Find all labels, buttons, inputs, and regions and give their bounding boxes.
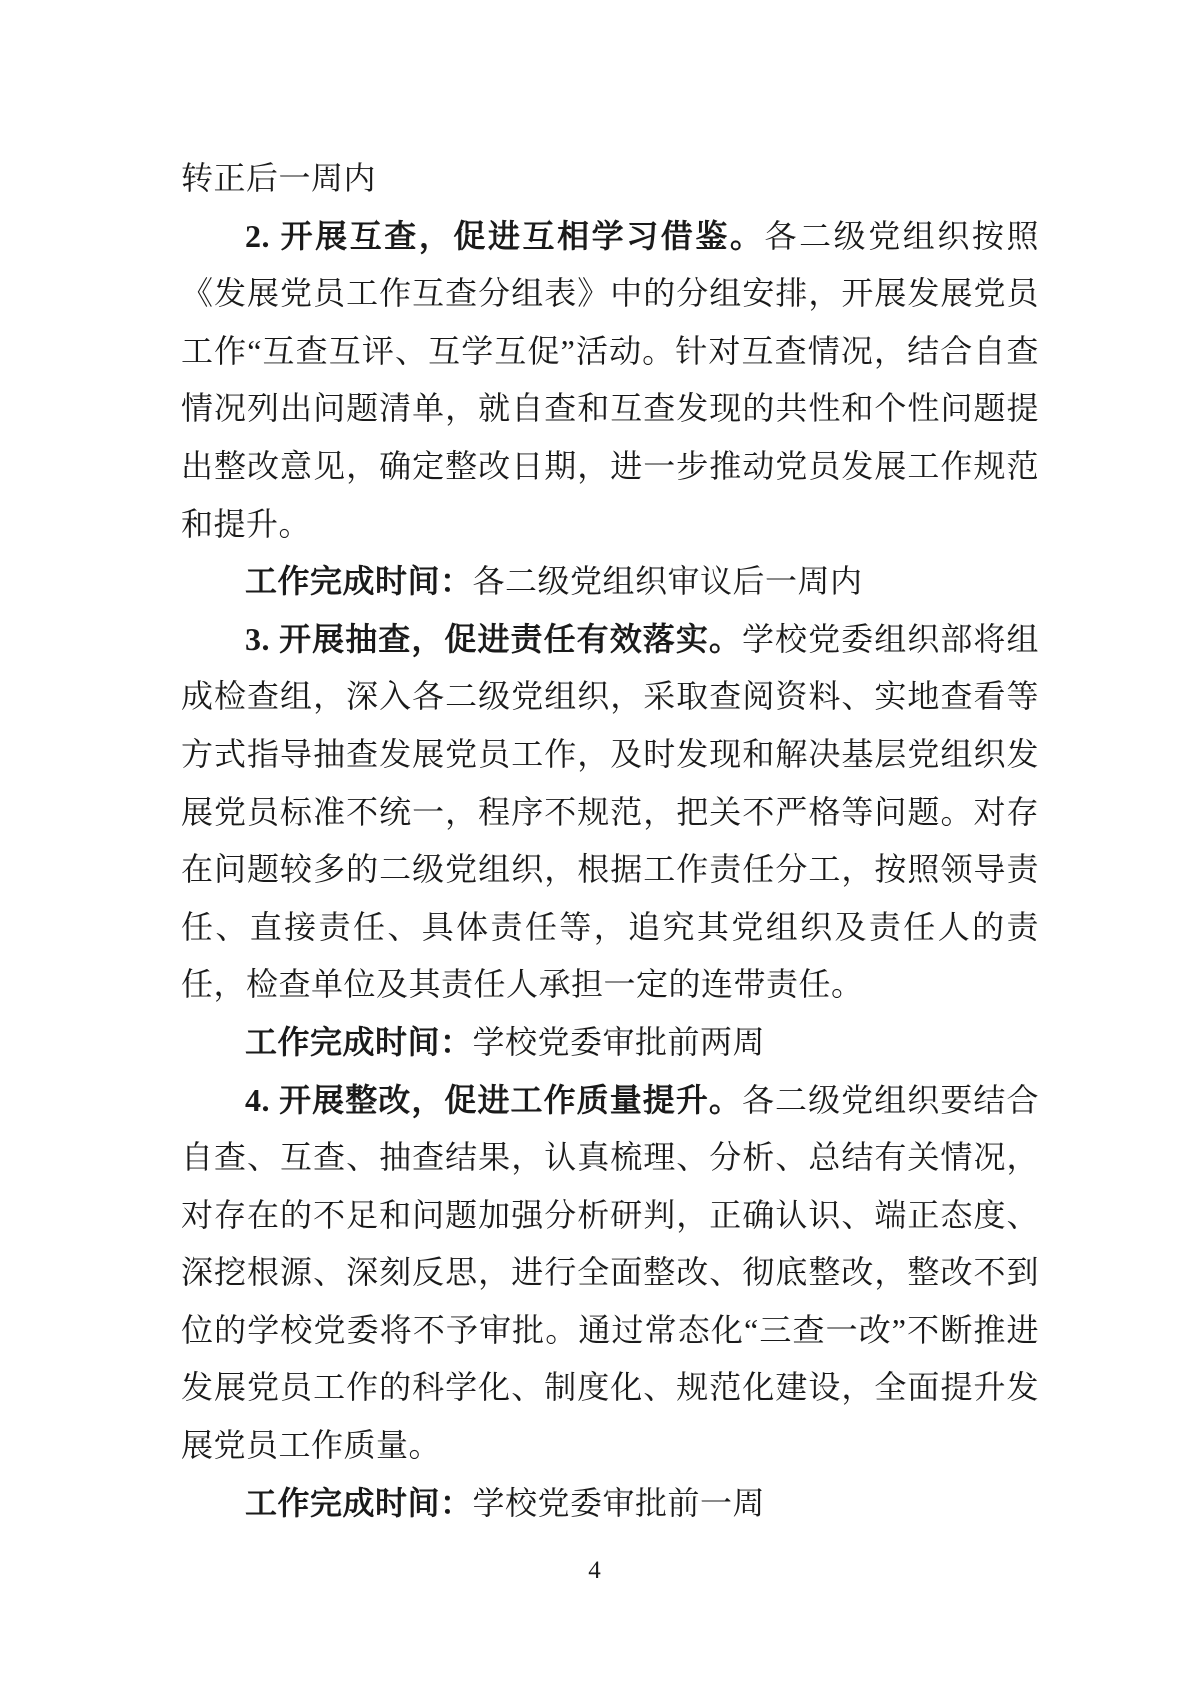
paragraph-continuation (181, 150, 1039, 208)
paragraph-heading: 2. 开展互查，促进互相学习借鉴。 (245, 217, 765, 254)
completion-time-label: 工作完成时间： (245, 563, 473, 600)
paragraph-item-3 (181, 611, 1039, 1014)
paragraph-text: 各二级党组织要结合自查、互查、抽查结果，认真梳理、分析、总结有关情况，对存在的不足和问题加强分析研判，正确认识、端正态度、深挖根源、深刻反思，进行全面整改、彻底整改，整改不到位的学校党委将不予审批。通过常态化“三查一改”不断推进发展党员工作的科学化、制度化、规范化建设，全面提升发展党员工作质量。 (181, 1081, 1039, 1464)
paragraph-completion-time (181, 1475, 1039, 1533)
page-number: 4 (588, 1557, 601, 1584)
document-body (181, 150, 1039, 1532)
paragraph-heading: 4. 开展整改，促进工作质量提升。 (245, 1081, 742, 1118)
paragraph-text: 各二级党组织按照《发展党员工作互查分组表》中的分组安排，开展发展党员工作“互查互评、互学互促”活动。针对互查情况，结合自查情况列出问题清单，就自查和互查发现的共性和个性问题提出整改意见，确定整改日期，进一步推动党员发展工作规范和提升。 (181, 217, 1039, 542)
paragraph-text: 学校党委组织部将组成检查组，深入各二级党组织，采取查阅资料、实地查看等方式指导抽查发展党员工作，及时发现和解决基层党组织发展党员标准不统一，程序不规范，把关不严格等问题。对存在问题较多的二级党组织，根据工作责任分工，按照领导责任、直接责任、具体责任等，追究其党组织及责任人的责任，检查单位及其责任人承担一定的连带责任。 (181, 620, 1039, 1003)
paragraph-item-4 (181, 1072, 1039, 1475)
paragraph-heading: 3. 开展抽查，促进责任有效落实。 (245, 620, 742, 657)
paragraph-completion-time (181, 1014, 1039, 1072)
completion-time-label: 工作完成时间： (245, 1484, 473, 1521)
completion-time-value: 学校党委审批前两周 (472, 1023, 766, 1060)
completion-time-label: 工作完成时间： (245, 1023, 473, 1060)
paragraph-text: 转正后一周内 (181, 160, 377, 196)
completion-time-value: 各二级党组织审议后一周内 (472, 563, 863, 600)
paragraph-completion-time (181, 553, 1039, 611)
completion-time-value: 学校党委审批前一周 (472, 1484, 766, 1521)
paragraph-item-2 (181, 208, 1039, 554)
